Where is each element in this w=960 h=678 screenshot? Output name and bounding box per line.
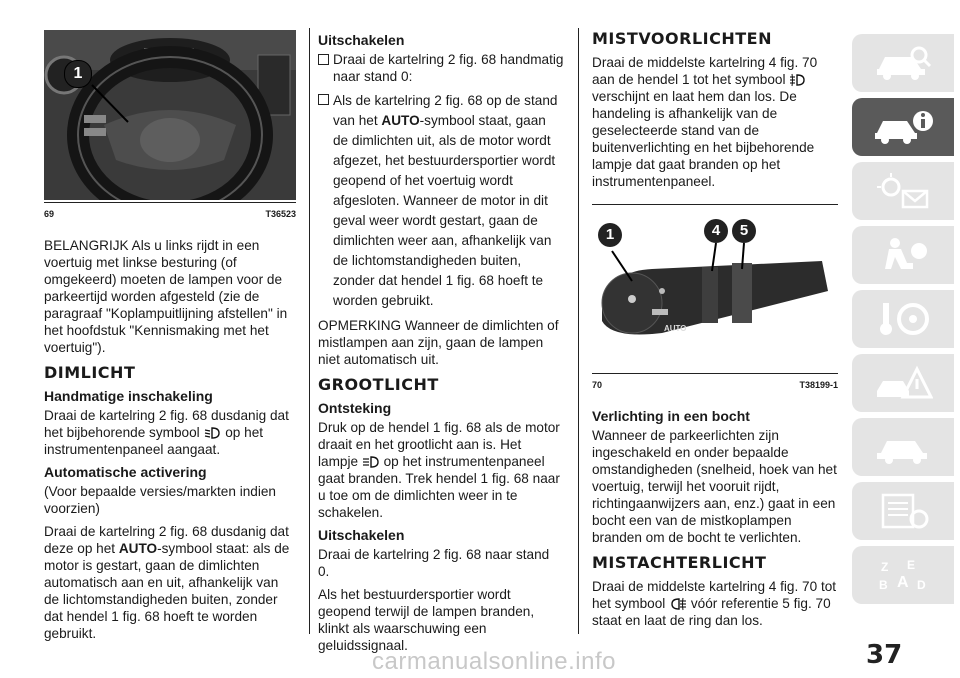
ontsteking-paragraph xyxy=(318,419,564,521)
column-2 xyxy=(318,32,564,660)
bocht-paragraph: Wanneer de parkeerlichten zijn ingeschakeld en onder bepaalde omstandigheden (snelheid, hoek van het voertuig, terwijl het vooruit rijdt, richtingaanwijzers aan, enz.) gaat in een bocht een van de mistkoplampen branden om de bocht te verlichten. xyxy=(592,428,837,545)
subheading-uitschakelen-2: Uitschakelen xyxy=(318,527,405,543)
tab-dashboard-info[interactable] xyxy=(852,98,954,156)
mist-paragraph xyxy=(592,54,838,190)
figure-70-callout-1: 1 xyxy=(598,223,622,247)
low-beam-icon xyxy=(203,426,221,440)
bullet-2 xyxy=(318,91,564,317)
figure-69-steering-wheel xyxy=(44,30,296,200)
tab-emergency[interactable] xyxy=(852,354,954,412)
column-3 xyxy=(592,28,838,635)
auto-paragraph xyxy=(44,523,296,642)
subheading-ontsteking: Ontsteking xyxy=(318,400,392,416)
bullet-1-text: Draai de kartelring 2 fig. 68 handmatig naar stand 0: xyxy=(333,52,564,84)
figure-69-caption xyxy=(44,202,296,223)
ontsteking-text-b: op het instrumentenpaneel gaat branden. Trek hendel 1 fig. 68 naar u toe om de dimlichten weer in te schakelen. xyxy=(318,454,560,520)
car-warning-triangle-icon xyxy=(873,363,933,403)
bullet-box-icon xyxy=(318,94,329,105)
column-divider-2 xyxy=(578,28,579,634)
heading-grootlicht: GROOTLICHT xyxy=(318,375,439,394)
tab-index[interactable] xyxy=(852,546,954,604)
figure-70-caption xyxy=(592,373,838,394)
car-service-icon xyxy=(873,427,933,467)
spec-list-icon xyxy=(873,491,933,531)
bullet-2-text-a: Als de kartelring 2 fig. 68 op de stand van het xyxy=(333,93,558,128)
opmerking-note: OPMERKING Wanneer de dimlichten of mistlampen aan zijn, gaan de lampen niet automatisch uit. xyxy=(318,318,559,367)
steering-wheel-illustration xyxy=(44,30,296,200)
mist-text-a: Draai de middelste kartelring 4 fig. 70 aan de hendel 1 tot het symbool xyxy=(592,55,818,87)
svg-text:B: B xyxy=(879,578,888,592)
subheading-bocht: Verlichting in een bocht xyxy=(592,408,750,424)
bullet-2-auto-word: AUTO xyxy=(381,113,420,128)
figure-69-number: 69 xyxy=(44,209,55,219)
achter-text-a: Draai de middelste kartelring 4 fig. 70 tot het symbool xyxy=(592,579,837,611)
figure-70-callout-5: 5 xyxy=(732,219,756,243)
svg-text:A: A xyxy=(897,574,909,591)
tab-maintenance[interactable] xyxy=(852,418,954,476)
figure-70-top-rule xyxy=(592,204,838,205)
tab-starting-driving[interactable] xyxy=(852,290,954,348)
tab-safety[interactable] xyxy=(852,226,954,284)
chapter-sidebar xyxy=(852,34,954,610)
svg-text:E: E xyxy=(907,558,916,572)
stalk-auto-label: AUTO xyxy=(664,324,687,333)
column-divider-1 xyxy=(309,28,310,634)
car-magnifier-icon xyxy=(873,43,933,83)
achter-text-b: vóór referentie 5 fig. 70 staat en laat de ring dan los. xyxy=(592,596,831,628)
uitschakelen-2-paragraph: Draai de kartelring 2 fig. 68 naar stand 0. xyxy=(318,547,550,579)
manual-text-a: Draai de kartelring 2 fig. 68 dusdanig dat het bijbehorende symbool xyxy=(44,408,289,440)
rear-fog-icon xyxy=(669,597,687,611)
heading-mistvoorlichten: MISTVOORLICHTEN xyxy=(592,29,772,48)
column-1 xyxy=(44,30,296,648)
svg-text:Z: Z xyxy=(881,560,889,574)
bullet-1 xyxy=(318,51,564,91)
seat-airbag-icon xyxy=(873,235,933,275)
figure-70-number: 70 xyxy=(592,380,603,390)
high-beam-icon xyxy=(362,455,380,469)
heading-dimlicht: DIMLICHT xyxy=(44,363,136,382)
figure-69-code: T36523 xyxy=(265,209,296,219)
auto-text-a: Draai de kartelring 2 fig. 68 dusdanig dat deze op het xyxy=(44,524,289,556)
svg-text:D: D xyxy=(917,578,926,592)
tab-warning-lights[interactable] xyxy=(852,162,954,220)
subheading-auto: Automatische activering xyxy=(44,464,207,480)
bullet-box-icon xyxy=(318,54,329,65)
subheading-manual: Handmatige inschakeling xyxy=(44,388,213,404)
figure-70-callout-4: 4 xyxy=(704,219,728,243)
key-steering-icon xyxy=(873,299,933,339)
figure-69-callout-1: 1 xyxy=(64,60,92,88)
manual-paragraph xyxy=(44,407,296,458)
intro-note: BELANGRIJK Als u links rijdt in een voertuig met linkse besturing (of omgekeerd) moeten de lampen voor de parkeertijd worden afgesteld (zie de paragraaf "Koplampuitlijning afstellen" in het hoofdstuk "Kennismaking met het voertuig"). xyxy=(44,238,288,355)
auto-note: (Voor bepaalde versies/markten indien voorzien) xyxy=(44,484,276,516)
figure-70-code: T38199-1 xyxy=(799,380,838,390)
achter-paragraph xyxy=(592,578,838,629)
auto-word: AUTO xyxy=(118,541,158,556)
auto-text-b: -symbool staat: als de motor is gestart, gaan de dimlichten automatisch aan en uit, afhankelijk van de lichtomstandigheden buiten, zonder dat hendel 1 fig. 68 hoeft te worden gebruikt. xyxy=(44,541,290,641)
bullet-2-text-b: -symbool staat, gaan de dimlichten uit, als de motor wordt afgezet, het bestuurdersportier wordt geopend of het voertuig wordt afgesloten. Wanneer de motor in dit geval weer wordt gestart, gaan de dimlichten weer aan, afhankelijk van de lichtomstandigheden buiten, zonder dat hendel 1 fig. 68 hoeft te worden gebruikt. xyxy=(333,113,556,308)
tab-getting-to-know-car[interactable] xyxy=(852,34,954,92)
page-number: 37 xyxy=(866,640,903,670)
tab-technical-data[interactable] xyxy=(852,482,954,540)
car-info-icon xyxy=(873,107,933,147)
watermark: carmanualsonline.info xyxy=(372,648,616,675)
door-warning-paragraph: Als het bestuurdersportier wordt geopend terwijl de lampen branden, klinkt als waarschuwing een geluidssignaal. xyxy=(318,587,535,653)
heading-mistachterlicht: MISTACHTERLICHT xyxy=(592,553,767,572)
alphabet-index-icon xyxy=(873,555,933,595)
figure-70-stalk xyxy=(592,211,838,371)
bullet-2-text xyxy=(333,91,564,311)
front-fog-icon xyxy=(789,73,807,87)
subheading-uitschakelen-1: Uitschakelen xyxy=(318,32,405,48)
mist-text-b: verschijnt en laat hem dan los. De handeling is afhankelijk van de geselecteerde stand van de buitenverlichting en het bijbehorende lampje dat gaat branden op het instrumentenpaneel. xyxy=(592,89,815,189)
lights-message-icon xyxy=(873,171,933,211)
ontsteking-text-a: Druk op de hendel 1 fig. 68 als de motor draait en het grootlicht aan is. Het lampje xyxy=(318,420,560,469)
manual-text-b: op het instrumentenpaneel aangaat. xyxy=(44,425,264,457)
